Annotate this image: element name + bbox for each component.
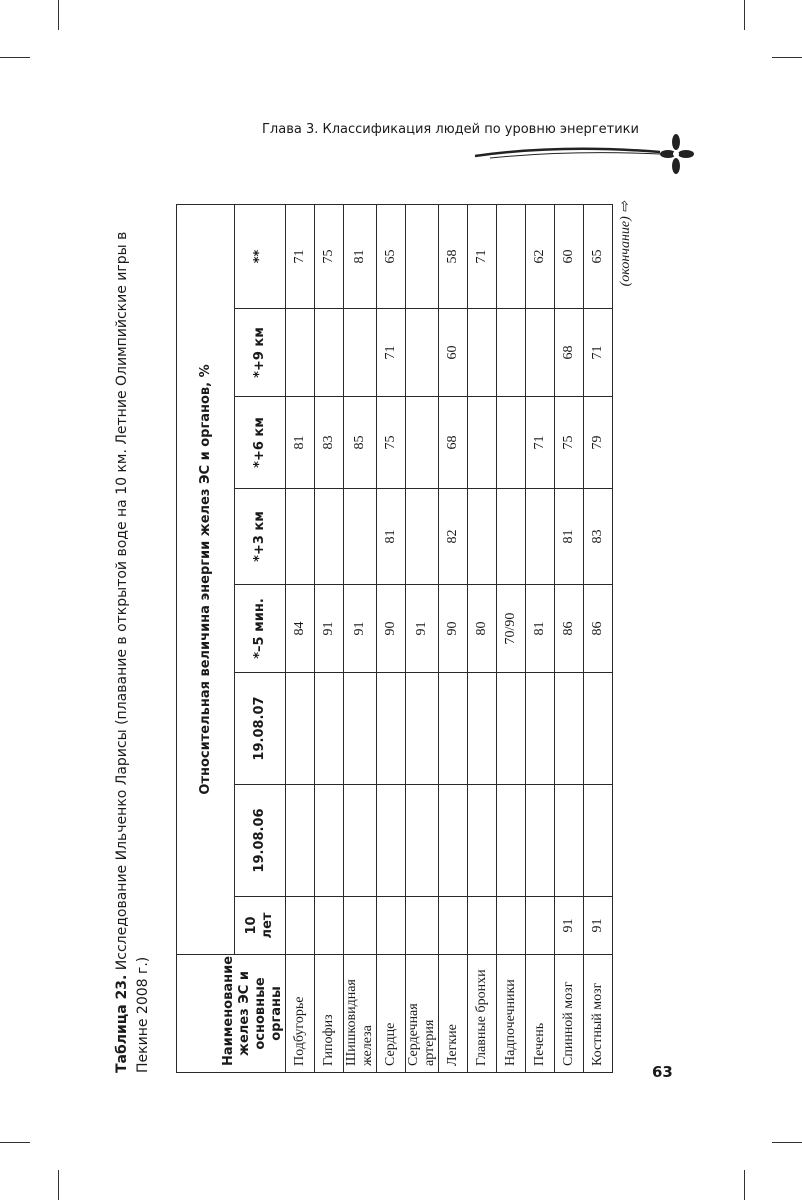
value-cell — [497, 397, 526, 489]
value-cell — [468, 785, 497, 897]
value-cell: 91 — [406, 585, 439, 673]
organ-name: Сердце — [377, 955, 406, 1073]
value-cell: 81 — [344, 204, 377, 308]
value-cell — [286, 489, 315, 585]
value-cell — [497, 673, 526, 785]
value-cell — [468, 897, 497, 955]
column-header: 19.08.07 — [235, 673, 286, 785]
value-cell — [497, 897, 526, 955]
value-cell — [439, 897, 468, 955]
value-cell: 75 — [555, 397, 584, 489]
value-cell — [286, 785, 315, 897]
value-cell: 79 — [584, 397, 613, 489]
crop-mark — [58, 1170, 59, 1200]
value-cell — [377, 785, 406, 897]
value-cell: 81 — [377, 489, 406, 585]
value-cell — [468, 397, 497, 489]
page-number: 63 — [652, 1063, 673, 1081]
organ-name: Костный мозг — [584, 955, 613, 1073]
table-row — [497, 204, 526, 1072]
value-cell — [555, 785, 584, 897]
value-cell: 71 — [526, 397, 555, 489]
table-row — [315, 204, 344, 1072]
value-cell — [344, 785, 377, 897]
table-row — [344, 204, 377, 1072]
value-cell: 75 — [377, 397, 406, 489]
organ-column-header: Наименование желез ЭС и основные органы — [177, 955, 286, 1073]
table-row — [286, 204, 315, 1072]
value-cell: 80 — [468, 585, 497, 673]
value-cell: 68 — [439, 397, 468, 489]
value-cell — [526, 673, 555, 785]
value-cell — [315, 489, 344, 585]
crop-mark — [0, 57, 30, 58]
value-cell: 81 — [555, 489, 584, 585]
organ-name: Сердечная артерия — [406, 955, 439, 1073]
column-header: *+9 км — [235, 309, 286, 397]
value-cell — [497, 785, 526, 897]
column-header: *+6 км — [235, 397, 286, 489]
value-cell — [377, 897, 406, 955]
value-cell: 65 — [584, 204, 613, 308]
organ-name: Главные бронхи — [468, 955, 497, 1073]
value-cell: 86 — [555, 585, 584, 673]
value-cell: 91 — [584, 897, 613, 955]
value-cell: 91 — [315, 585, 344, 673]
value-cell — [497, 309, 526, 397]
table-row — [555, 204, 584, 1072]
value-cell — [584, 785, 613, 897]
value-cell: 81 — [286, 397, 315, 489]
value-cell: 83 — [315, 397, 344, 489]
value-cell: 71 — [377, 309, 406, 397]
value-cell — [344, 309, 377, 397]
table-row — [439, 204, 468, 1072]
organ-name: Спинной мозг — [555, 955, 584, 1073]
value-cell — [497, 489, 526, 585]
value-cell: 68 — [555, 309, 584, 397]
value-cell — [468, 309, 497, 397]
value-cell — [406, 897, 439, 955]
value-cell — [526, 897, 555, 955]
value-cell: 71 — [584, 309, 613, 397]
organ-name: Легкие — [439, 955, 468, 1073]
value-cell: 60 — [439, 309, 468, 397]
value-cell — [315, 897, 344, 955]
value-cell: 91 — [344, 585, 377, 673]
value-cell: 71 — [286, 204, 315, 308]
value-cell — [406, 489, 439, 585]
value-cell — [344, 489, 377, 585]
organ-name: Гипофиз — [315, 955, 344, 1073]
value-cell — [526, 309, 555, 397]
value-cell: 83 — [584, 489, 613, 585]
value-cell: 90 — [439, 585, 468, 673]
value-cell — [344, 897, 377, 955]
value-cell — [344, 673, 377, 785]
value-cell: 91 — [555, 897, 584, 955]
value-cell — [584, 673, 613, 785]
crop-mark — [772, 57, 802, 58]
value-cell — [315, 785, 344, 897]
value-cell: 90 — [377, 585, 406, 673]
value-cell — [377, 673, 406, 785]
organ-name: Надпочечники — [497, 955, 526, 1073]
value-cell — [286, 309, 315, 397]
caption-label: Таблица 23. — [114, 974, 130, 1073]
value-cell: 81 — [526, 585, 555, 673]
value-cell: 85 — [344, 397, 377, 489]
value-cell — [286, 673, 315, 785]
rotated-content — [112, 191, 632, 1073]
column-header: *+3 км — [235, 489, 286, 585]
value-cell: 86 — [584, 585, 613, 673]
crop-mark — [744, 1170, 745, 1200]
organ-name: Шишковидная железа — [344, 955, 377, 1073]
value-cell — [406, 204, 439, 308]
column-header: *–5 мин. — [235, 585, 286, 673]
value-cell — [468, 673, 497, 785]
value-cell: 62 — [526, 204, 555, 308]
column-header: ** — [235, 204, 286, 308]
leaf-ornament-icon — [470, 134, 700, 174]
value-cell — [526, 785, 555, 897]
value-cell — [526, 489, 555, 585]
value-cell — [439, 785, 468, 897]
crop-mark — [744, 0, 745, 30]
group-header: Относительная величина энергии желез ЭС и органов, % — [177, 204, 235, 954]
value-cell: 84 — [286, 585, 315, 673]
table-row — [468, 204, 497, 1072]
table-row — [406, 204, 439, 1072]
value-cell: 65 — [377, 204, 406, 308]
value-cell — [315, 673, 344, 785]
caption-text: Исследование Ильченко Ларисы (плавание в открытой воде на 10 км. Летние Олимпийские игры в Пекине 2008 г.) — [114, 231, 151, 1073]
value-cell — [406, 397, 439, 489]
value-cell — [555, 673, 584, 785]
crop-mark — [772, 1142, 802, 1143]
table-row — [526, 204, 555, 1072]
value-cell — [406, 673, 439, 785]
organ-name: Подбугорье — [286, 955, 315, 1073]
value-cell: 75 — [315, 204, 344, 308]
value-cell: 58 — [439, 204, 468, 308]
value-cell: 60 — [555, 204, 584, 308]
table-row — [377, 204, 406, 1072]
value-cell: 70/90 — [497, 585, 526, 673]
value-cell — [497, 204, 526, 308]
value-cell — [439, 673, 468, 785]
column-header: 19.08.06 — [235, 785, 286, 897]
table-caption — [112, 191, 154, 1073]
ending-note: (окончание) ⇨ — [618, 201, 633, 287]
crop-mark — [58, 0, 59, 30]
value-cell: 71 — [468, 204, 497, 308]
value-cell — [406, 785, 439, 897]
column-header: 10 лет — [235, 897, 286, 955]
value-cell — [286, 897, 315, 955]
running-header: Глава 3. Классификация людей по уровню энергетики — [262, 122, 639, 137]
value-cell — [315, 309, 344, 397]
crop-mark — [0, 1142, 30, 1143]
value-cell — [468, 489, 497, 585]
data-table — [176, 204, 613, 1073]
value-cell: 82 — [439, 489, 468, 585]
table-row — [584, 204, 613, 1072]
value-cell — [406, 309, 439, 397]
organ-name: Печень — [526, 955, 555, 1073]
